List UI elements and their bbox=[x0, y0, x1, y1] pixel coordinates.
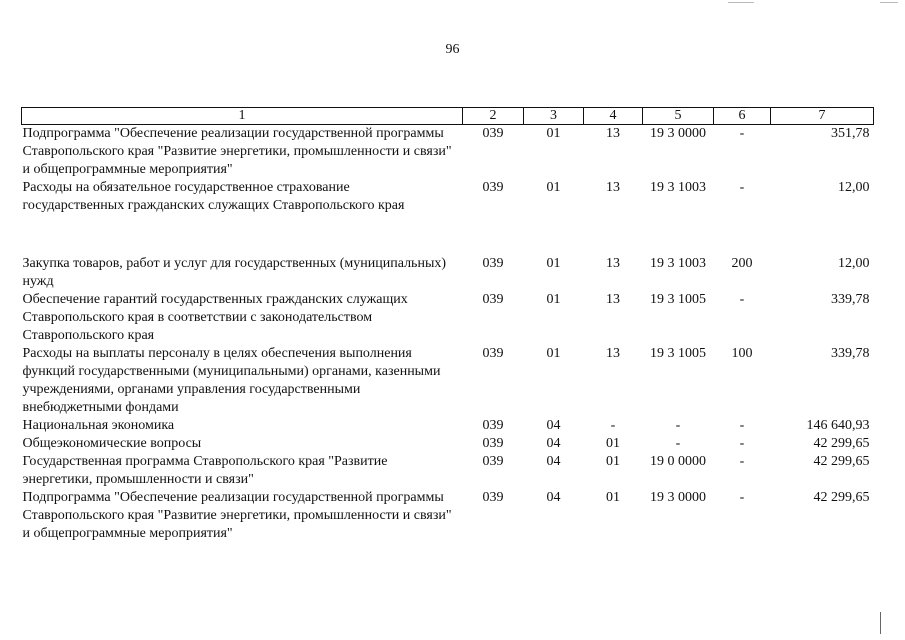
row-amount: 42 299,65 bbox=[813, 436, 870, 451]
table-row bbox=[22, 291, 874, 345]
row-name: Национальная экономика bbox=[22, 418, 175, 433]
table-row bbox=[22, 435, 874, 453]
table-row bbox=[22, 179, 874, 215]
row-name: Подпрограмма "Обеспечение реализации государственной программы Ставропольского края "Развитие энергетики, промышленности и связи" и общепрограммные мероприятия" bbox=[22, 126, 452, 177]
row-name: Расходы на обязательное государственное страхование государственных гражданских служащих Ставропольского края bbox=[22, 180, 405, 213]
row-amount: 12,00 bbox=[838, 180, 870, 195]
row-target-code: 19 3 1003 bbox=[650, 256, 706, 271]
scan-artifact bbox=[880, 2, 898, 3]
row-section-code: 01 bbox=[546, 126, 561, 141]
row-subsection-code: 13 bbox=[606, 346, 620, 361]
row-amount: 351,78 bbox=[831, 126, 870, 141]
row-section-code: 04 bbox=[546, 436, 561, 451]
row-subsection-code: 01 bbox=[606, 490, 620, 505]
row-subsection-code: 01 bbox=[606, 436, 620, 451]
row-amount: 42 299,65 bbox=[813, 454, 870, 469]
table-row bbox=[22, 255, 874, 291]
row-expense-type: - bbox=[739, 180, 745, 195]
row-name: Закупка товаров, работ и услуг для государственных (муниципальных) нужд bbox=[22, 256, 447, 289]
table-row bbox=[22, 489, 874, 543]
row-expense-type: - bbox=[739, 454, 745, 469]
header-col-7: 7 bbox=[771, 108, 874, 125]
row-expense-type: - bbox=[739, 418, 745, 433]
row-target-code: 19 3 0000 bbox=[650, 126, 706, 141]
header-col-2: 2 bbox=[463, 108, 524, 125]
row-ministry-code: 039 bbox=[482, 126, 504, 141]
row-section-code: 01 bbox=[546, 256, 561, 271]
header-row bbox=[22, 108, 874, 125]
row-ministry-code: 039 bbox=[482, 454, 504, 469]
table-row bbox=[22, 453, 874, 489]
table-row bbox=[22, 345, 874, 417]
row-section-code: 04 bbox=[546, 490, 561, 505]
row-target-code: - bbox=[675, 436, 681, 451]
row-target-code: 19 3 0000 bbox=[650, 490, 706, 505]
row-amount: 42 299,65 bbox=[813, 490, 870, 505]
header-col-6: 6 bbox=[714, 108, 771, 125]
row-target-code: 19 3 1005 bbox=[650, 292, 706, 307]
row-expense-type: - bbox=[739, 292, 745, 307]
row-name: Расходы на выплаты персоналу в целях обеспечения выполнения функций государственными (муниципальными) органами, казенными учреждениями, органами управления государственными внебюджетными фондами bbox=[22, 346, 441, 415]
row-expense-type: - bbox=[739, 436, 745, 451]
spacer-row bbox=[22, 215, 874, 255]
row-name: Общеэкономические вопросы bbox=[22, 436, 202, 451]
page-number: 96 bbox=[445, 42, 460, 57]
row-target-code: 19 3 1003 bbox=[650, 180, 706, 195]
row-expense-type: - bbox=[739, 126, 745, 141]
row-target-code: - bbox=[675, 418, 681, 433]
row-ministry-code: 039 bbox=[482, 490, 504, 505]
header-col-5: 5 bbox=[643, 108, 714, 125]
row-section-code: 01 bbox=[546, 292, 561, 307]
row-amount: 339,78 bbox=[831, 346, 870, 361]
row-section-code: 04 bbox=[546, 418, 561, 433]
table-row bbox=[22, 417, 874, 435]
row-subsection-code: 13 bbox=[606, 256, 620, 271]
row-expense-type: 200 bbox=[731, 256, 753, 271]
scan-artifact bbox=[728, 2, 754, 3]
row-ministry-code: 039 bbox=[482, 346, 504, 361]
row-ministry-code: 039 bbox=[482, 436, 504, 451]
row-section-code: 01 bbox=[546, 346, 561, 361]
row-expense-type: - bbox=[739, 490, 745, 505]
header-col-4: 4 bbox=[584, 108, 643, 125]
row-amount: 339,78 bbox=[831, 292, 870, 307]
row-section-code: 01 bbox=[546, 180, 561, 195]
row-name: Подпрограмма "Обеспечение реализации государственной программы Ставропольского края "Развитие энергетики, промышленности и связи" и общепрограммные мероприятия" bbox=[22, 490, 452, 541]
table-row bbox=[22, 125, 874, 180]
row-amount: 12,00 bbox=[838, 256, 870, 271]
budget-table bbox=[21, 107, 874, 543]
row-subsection-code: 13 bbox=[606, 126, 620, 141]
row-amount: 146 640,93 bbox=[806, 418, 870, 433]
row-expense-type: 100 bbox=[731, 346, 753, 361]
row-target-code: 19 0 0000 bbox=[650, 454, 706, 469]
row-subsection-code: 01 bbox=[606, 454, 620, 469]
header-col-1: 1 bbox=[22, 108, 463, 125]
scan-edge-mark bbox=[880, 612, 881, 634]
row-name: Обеспечение гарантий государственных гражданских служащих Ставропольского края в соответствии с законодательством Ставропольского края bbox=[22, 292, 408, 343]
row-subsection-code: 13 bbox=[606, 180, 620, 195]
row-ministry-code: 039 bbox=[482, 256, 504, 271]
header-col-3: 3 bbox=[524, 108, 584, 125]
row-subsection-code: - bbox=[610, 418, 616, 433]
row-ministry-code: 039 bbox=[482, 292, 504, 307]
row-ministry-code: 039 bbox=[482, 418, 504, 433]
row-subsection-code: 13 bbox=[606, 292, 620, 307]
row-target-code: 19 3 1005 bbox=[650, 346, 706, 361]
row-section-code: 04 bbox=[546, 454, 561, 469]
row-ministry-code: 039 bbox=[482, 180, 504, 195]
row-name: Государственная программа Ставропольского края "Развитие энергетики, промышленности и связи" bbox=[22, 454, 388, 487]
